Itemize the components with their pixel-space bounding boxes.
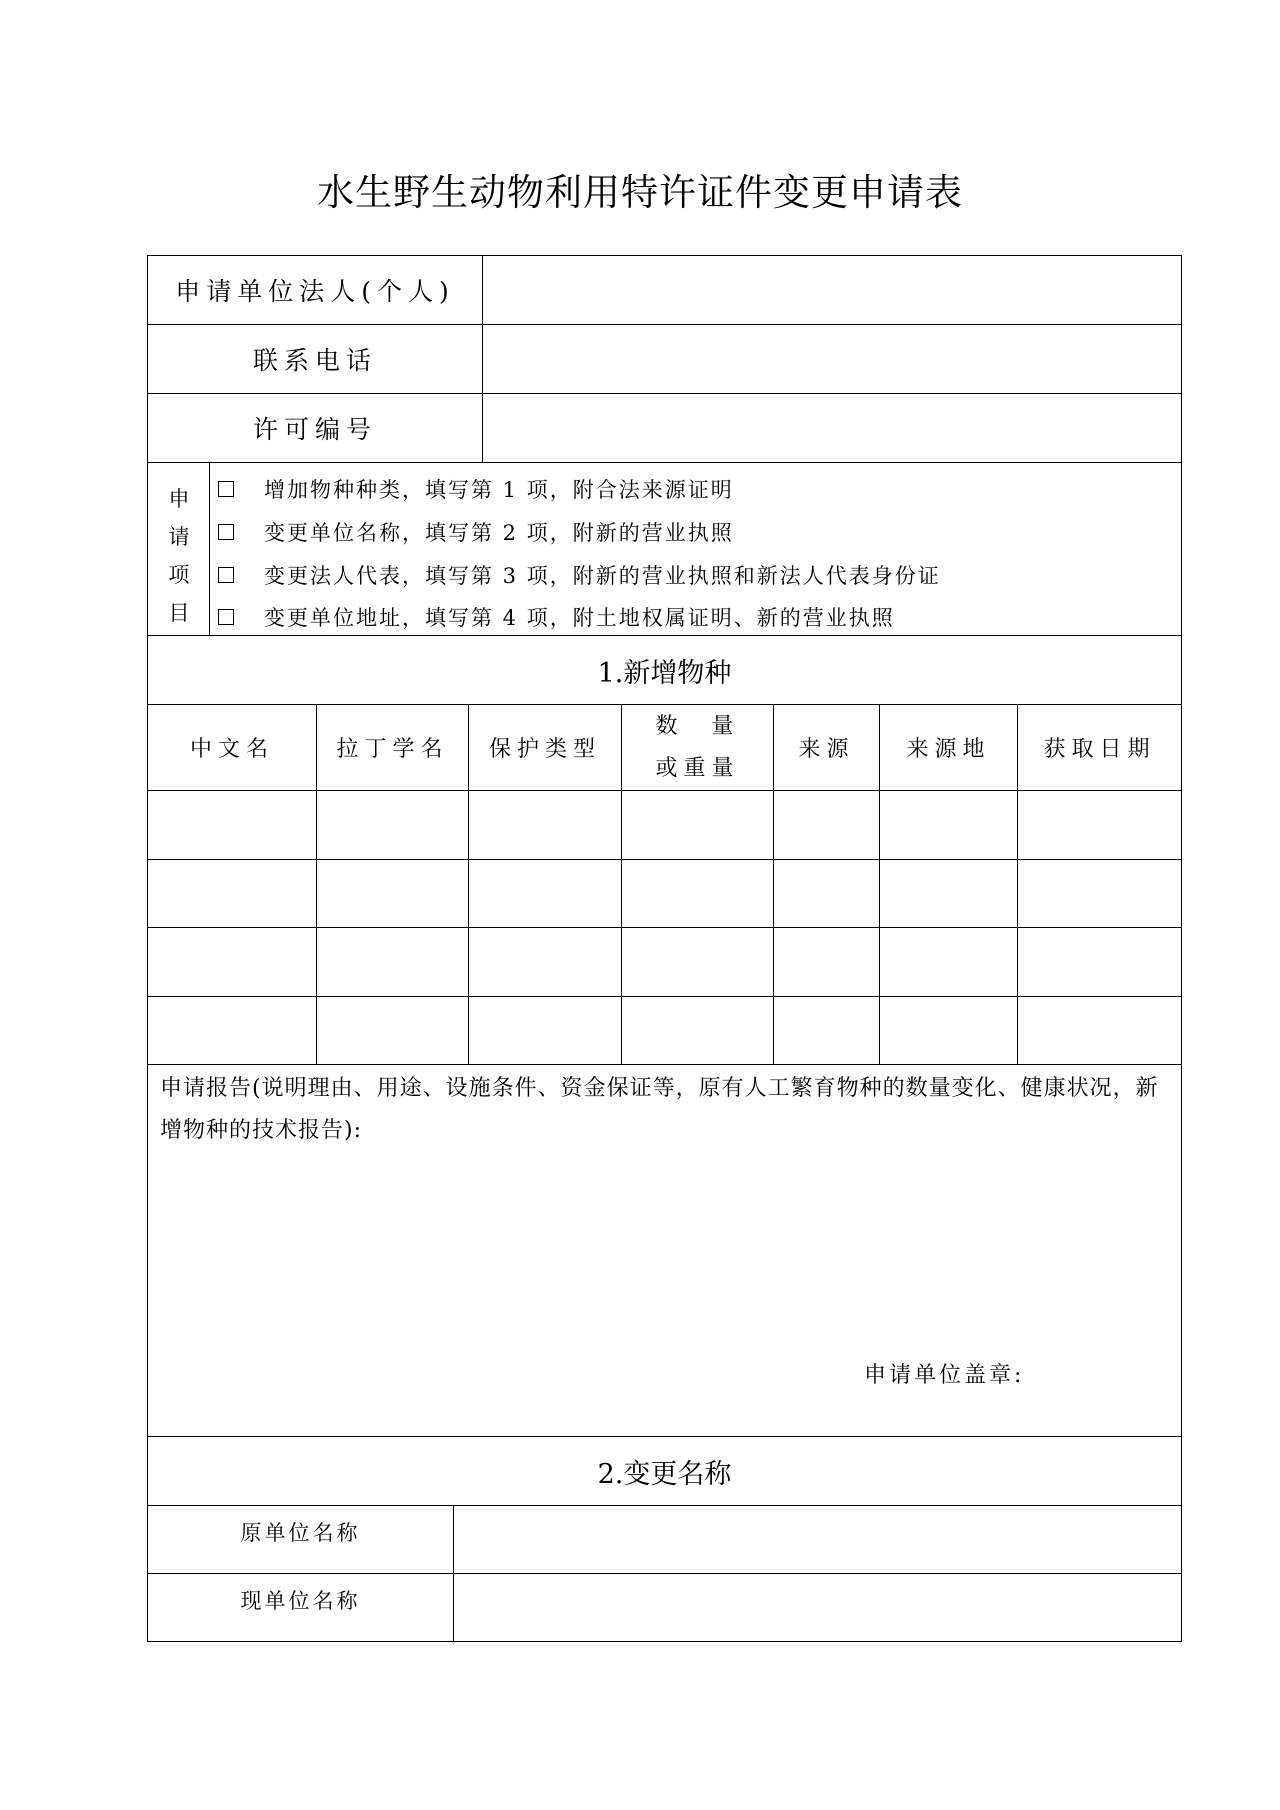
- application-report-label: 申请报告(说明理由、用途、设施条件、资金保证等，原有人工繁育物种的数量变化、健康状况，新增物种的技术报告):: [160, 1076, 1159, 1143]
- table-row[interactable]: [148, 860, 1181, 927]
- col-quantity: 数 量 或重量: [655, 713, 740, 781]
- page-title: 水生野生动物利用特许证件变更申请表: [317, 171, 963, 214]
- application-report-field[interactable]: [148, 1140, 1181, 1340]
- license-number-label: 许可编号: [252, 415, 377, 444]
- applicant-field[interactable]: [483, 256, 1181, 324]
- original-unit-name-field[interactable]: [454, 1506, 1181, 1573]
- checkbox[interactable]: [218, 609, 234, 625]
- unit-stamp-label: 申请单位盖章:: [864, 1363, 1025, 1388]
- phone-field[interactable]: [483, 325, 1181, 393]
- col-latin-name: 拉丁学名: [336, 737, 449, 762]
- option-add-species[interactable]: 增加物种种类，填写第 1 项，附合法来源证明: [218, 474, 734, 504]
- application-items-label: 申 请 项 目: [168, 487, 190, 625]
- col-chinese-name: 中文名: [189, 737, 274, 762]
- checkbox[interactable]: [218, 567, 234, 583]
- option-change-unit-name[interactable]: 变更单位名称，填写第 2 项，附新的营业执照: [218, 517, 734, 547]
- col-acquisition-date: 获取日期: [1043, 737, 1156, 762]
- current-unit-name-field[interactable]: [454, 1574, 1181, 1641]
- phone-label: 联系电话: [252, 346, 377, 375]
- current-unit-name-label: 现单位名称: [240, 1589, 361, 1613]
- checkbox[interactable]: [218, 481, 234, 497]
- col-protection-type: 保护类型: [488, 737, 601, 762]
- section-1-heading: 1.新增物种: [597, 657, 732, 689]
- license-number-field[interactable]: [483, 394, 1181, 462]
- section-2-heading: 2.变更名称: [597, 1458, 732, 1490]
- table-row[interactable]: [148, 791, 1181, 859]
- col-source: 来源: [798, 737, 855, 762]
- option-change-unit-address[interactable]: 变更单位地址，填写第 4 项，附土地权属证明、新的营业执照: [218, 602, 895, 632]
- checkbox[interactable]: [218, 524, 234, 540]
- col-source-place: 来源地: [906, 737, 991, 762]
- table-row[interactable]: [148, 928, 1181, 996]
- applicant-label: 申请单位法人(个人): [175, 277, 455, 306]
- option-change-legal-representative[interactable]: 变更法人代表，填写第 3 项，附新的营业执照和新法人代表身份证: [218, 560, 941, 590]
- table-row[interactable]: [148, 997, 1181, 1064]
- original-unit-name-label: 原单位名称: [240, 1521, 361, 1545]
